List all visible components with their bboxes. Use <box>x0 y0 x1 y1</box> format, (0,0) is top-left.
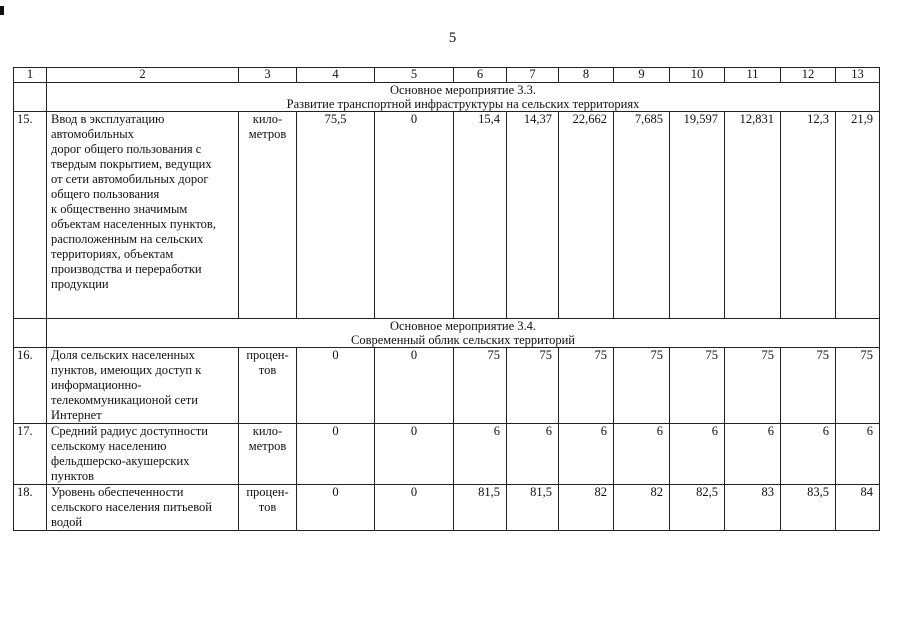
indicator-name-line: информационно- <box>51 378 142 392</box>
column-number-cell: 4 <box>297 68 375 83</box>
indicator-name-line: Уровень обеспеченности <box>51 485 184 499</box>
value-cell: 81,5 <box>454 485 507 531</box>
value-cell: 0 <box>375 485 454 531</box>
value-cell: 6 <box>836 424 880 485</box>
value-cell: 6 <box>670 424 725 485</box>
value-cell: 6 <box>454 424 507 485</box>
indicator-name-line: сельского населения питьевой <box>51 500 212 514</box>
column-number-cell: 5 <box>375 68 454 83</box>
indicator-name <box>47 485 239 531</box>
indicator-name-line: к общественно значимым <box>51 202 188 216</box>
column-number-cell: 13 <box>836 68 880 83</box>
column-number-cell: 9 <box>614 68 670 83</box>
section-title-cell <box>47 83 880 112</box>
indicator-name <box>47 348 239 424</box>
column-number-row <box>14 68 880 83</box>
section-title-line1: Основное мероприятие 3.4. <box>389 319 537 333</box>
value-cell: 6 <box>614 424 670 485</box>
value-cell: 6 <box>725 424 781 485</box>
indicator-name-line: дорог общего пользования с <box>51 142 202 156</box>
section-empty-cell <box>14 319 47 348</box>
row-number: 15. <box>14 112 47 319</box>
value-cell: 15,4 <box>454 112 507 319</box>
indicator-name-line: автомобильных <box>51 127 134 141</box>
row-number: 18. <box>14 485 47 531</box>
section-title-line1: Основное мероприятие 3.3. <box>389 83 537 97</box>
value-cell: 12,831 <box>725 112 781 319</box>
unit-cell <box>239 112 297 319</box>
value-cell: 75 <box>836 348 880 424</box>
row-number: 17. <box>14 424 47 485</box>
section-title-line2: Современный облик сельских территорий <box>350 333 575 347</box>
indicator-name-line: Ввод в эксплуатацию <box>51 112 165 126</box>
indicator-name-line: твердым покрытием, ведущих <box>51 157 212 171</box>
unit-cell <box>239 424 297 485</box>
value-cell: 83,5 <box>781 485 836 531</box>
value-cell: 82,5 <box>670 485 725 531</box>
unit-line: тов <box>258 500 277 514</box>
value-cell: 22,662 <box>559 112 614 319</box>
value-cell: 0 <box>375 112 454 319</box>
value-cell: 75,5 <box>297 112 375 319</box>
column-number-cell: 8 <box>559 68 614 83</box>
value-cell: 75 <box>559 348 614 424</box>
value-cell: 82 <box>614 485 670 531</box>
indicator-name-line: расположенным на сельских <box>51 232 204 246</box>
value-cell: 19,597 <box>670 112 725 319</box>
unit-line: кило- <box>252 112 283 126</box>
unit-cell <box>239 348 297 424</box>
value-cell: 6 <box>781 424 836 485</box>
indicator-name-line: продукции <box>51 277 109 291</box>
value-cell: 75 <box>670 348 725 424</box>
indicator-row <box>14 485 880 531</box>
value-cell: 0 <box>375 348 454 424</box>
value-cell: 0 <box>297 485 375 531</box>
section-row <box>14 319 880 348</box>
indicators-table <box>13 67 880 531</box>
indicator-name-line: производства и переработки <box>51 262 202 276</box>
value-cell: 7,685 <box>614 112 670 319</box>
indicator-name-line: фельдшерско-акушерских <box>51 454 190 468</box>
unit-line: тов <box>258 363 277 377</box>
column-number-cell: 7 <box>507 68 559 83</box>
column-number-cell: 1 <box>14 68 47 83</box>
value-cell: 81,5 <box>507 485 559 531</box>
value-cell: 82 <box>559 485 614 531</box>
section-empty-cell <box>14 83 47 112</box>
unit-line: процен- <box>246 485 289 499</box>
indicator-name-line: пунктов, имеющих доступ к <box>51 363 202 377</box>
indicator-name <box>47 112 239 319</box>
unit-line: метров <box>248 127 287 141</box>
column-number-cell: 12 <box>781 68 836 83</box>
value-cell: 12,3 <box>781 112 836 319</box>
section-title-cell <box>47 319 880 348</box>
unit-line: процен- <box>246 348 289 362</box>
column-number-cell: 11 <box>725 68 781 83</box>
section-row <box>14 83 880 112</box>
value-cell: 6 <box>559 424 614 485</box>
unit-line: кило- <box>252 424 283 438</box>
value-cell: 14,37 <box>507 112 559 319</box>
indicator-row <box>14 424 880 485</box>
value-cell: 75 <box>507 348 559 424</box>
value-cell: 83 <box>725 485 781 531</box>
indicator-name-line: телекоммуникационой сети <box>51 393 198 407</box>
indicator-name-line: Интернет <box>51 408 102 422</box>
value-cell: 84 <box>836 485 880 531</box>
scan-corner-mark <box>0 6 4 15</box>
unit-line: метров <box>248 439 287 453</box>
value-cell: 0 <box>375 424 454 485</box>
indicator-name-line: объектам населенных пунктов, <box>51 217 216 231</box>
indicator-name <box>47 424 239 485</box>
unit-cell <box>239 485 297 531</box>
indicator-name-line: общего пользования <box>51 187 160 201</box>
indicator-name-line: водой <box>51 515 83 529</box>
indicator-name-line: территориях, объектам <box>51 247 174 261</box>
value-cell: 0 <box>297 348 375 424</box>
column-number-cell: 2 <box>47 68 239 83</box>
value-cell: 75 <box>454 348 507 424</box>
row-number: 16. <box>14 348 47 424</box>
indicator-name-line: Средний радиус доступности <box>51 424 208 438</box>
value-cell: 0 <box>297 424 375 485</box>
value-cell: 6 <box>507 424 559 485</box>
indicator-name-line: Доля сельских населенных <box>51 348 195 362</box>
value-cell: 75 <box>725 348 781 424</box>
page-number: 5 <box>448 30 457 46</box>
value-cell: 21,9 <box>836 112 880 319</box>
indicator-row <box>14 112 880 319</box>
indicator-name-line: сельскому населению <box>51 439 167 453</box>
section-title-line2: Развитие транспортной инфраструктуры на сельских территориях <box>286 97 640 111</box>
value-cell: 75 <box>614 348 670 424</box>
indicator-row <box>14 348 880 424</box>
indicator-name-line: от сети автомобильных дорог <box>51 172 209 186</box>
value-cell: 75 <box>781 348 836 424</box>
column-number-cell: 3 <box>239 68 297 83</box>
indicator-name-line: пунктов <box>51 469 94 483</box>
table-body <box>14 68 880 531</box>
column-number-cell: 10 <box>670 68 725 83</box>
column-number-cell: 6 <box>454 68 507 83</box>
